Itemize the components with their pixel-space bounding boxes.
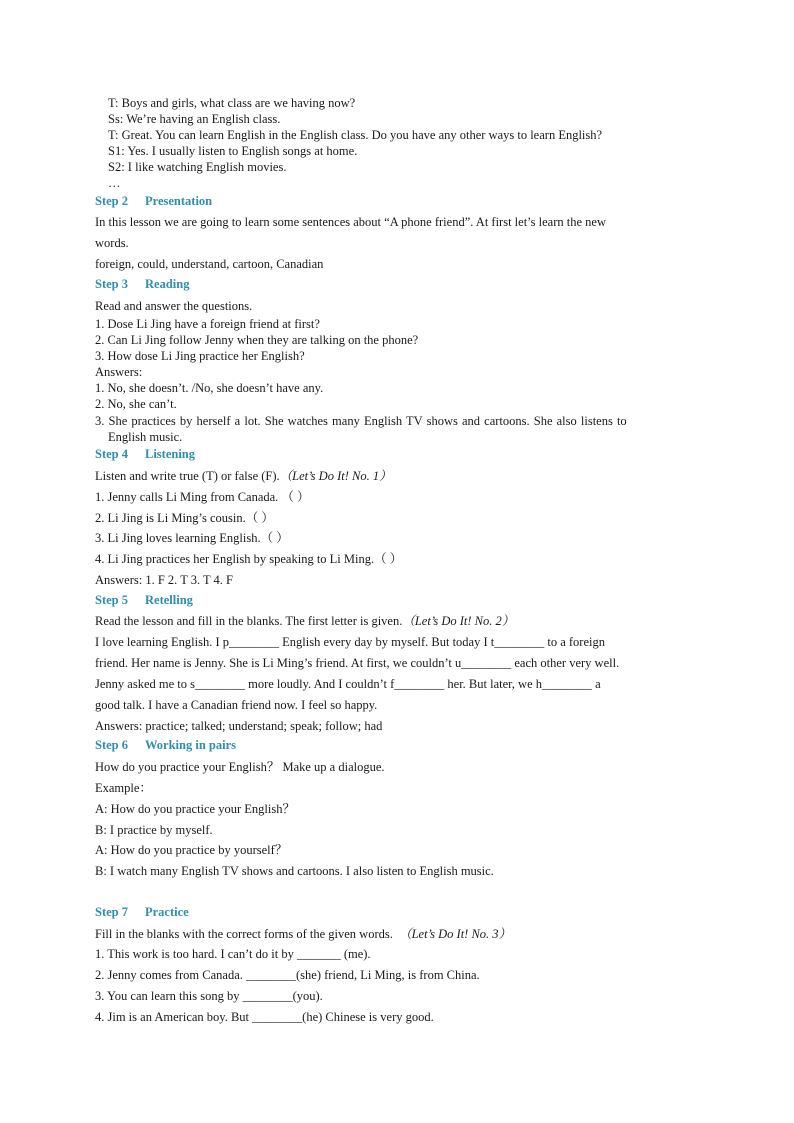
step-7-line: 4. Jim is an American boy. But ________(he) Chinese is very good. <box>95 1010 434 1024</box>
step-2-heading <box>95 194 212 209</box>
step-7-line: 2. Jenny comes from Canada. ________(she) friend, Li Ming, is from China. <box>95 968 480 982</box>
step-3-line: 3. She practices by herself a lot. She watches many English TV shows and cartoons. She also listens to <box>95 414 627 428</box>
step-3-line: Answers: <box>95 365 143 379</box>
step-7-line: 3. You can learn this song by ________(you). <box>95 989 323 1003</box>
step-title: Listening <box>145 447 196 461</box>
step-4-intro-ref: （Let’s Do It! No. 1） <box>279 469 392 483</box>
step-3-line: 1. No, she doesn’t. /No, she doesn’t have any. <box>95 381 324 395</box>
step-7-intro <box>95 927 511 942</box>
step-4-line: 3. Li Jing loves learning English.（ ） <box>95 531 289 545</box>
step-number: Step 7 <box>95 905 128 919</box>
step-4-line: Answers: 1. F 2. T 3. T 4. F <box>95 573 233 587</box>
step-4-line: 1. Jenny calls Li Ming from Canada. （ ） <box>95 490 310 504</box>
step-3-heading <box>95 277 189 292</box>
step-3-line: Read and answer the questions. <box>95 299 253 313</box>
warmup-line: S1: Yes. I usually listen to English songs at home. <box>108 144 358 158</box>
step-number: Step 3 <box>95 277 128 291</box>
step-number: Step 5 <box>95 593 128 607</box>
step-6-line: A: How do you practice by yourself？ <box>95 843 288 857</box>
step-3-line: 1. Dose Li Jing have a foreign friend at first? <box>95 317 320 331</box>
step-5-intro-text: Read the lesson and fill in the blanks. The first letter is given. <box>95 614 403 628</box>
step-6-line: A: How do you practice your English？ <box>95 802 295 816</box>
step-5-intro <box>95 614 514 629</box>
step-number: Step 4 <box>95 447 128 461</box>
step-6-line: How do you practice your English？ Make up a dialogue. <box>95 760 385 774</box>
warmup-line: T: Great. You can learn English in the English class. Do you have any other ways to learn English? <box>108 128 603 142</box>
step-5-heading <box>95 593 193 608</box>
step-3-line: 3. How dose Li Jing practice her English? <box>95 349 305 363</box>
step-5-line: good talk. I have a Canadian friend now. I feel so happy. <box>95 698 378 712</box>
step-4-heading <box>95 447 195 462</box>
step-6-line: B: I practice by myself. <box>95 823 213 837</box>
step-number: Step 2 <box>95 194 128 208</box>
warmup-line: Ss: We’re having an English class. <box>108 112 281 126</box>
step-6-line: Example： <box>95 781 152 795</box>
step-2-line: In this lesson we are going to learn some sentences about “A phone friend”. At first let’s learn the new <box>95 215 606 229</box>
step-3-line: English music. <box>108 430 183 444</box>
step-7-heading <box>95 905 189 920</box>
step-3-line: 2. No, she can’t. <box>95 397 177 411</box>
step-title: Presentation <box>145 194 213 208</box>
step-5-line: Jenny asked me to s________ more loudly. And I couldn’t f________ her. But later, we h________ a <box>95 677 601 691</box>
step-4-intro-text: Listen and write true (T) or false (F). <box>95 469 280 483</box>
step-7-line: 1. This work is too hard. I can’t do it by _______ (me). <box>95 947 371 961</box>
step-4-intro <box>95 469 392 484</box>
step-3-line: 2. Can Li Jing follow Jenny when they are talking on the phone? <box>95 333 419 347</box>
step-2-line: foreign, could, understand, cartoon, Canadian <box>95 257 324 271</box>
step-5-intro-ref: （Let’s Do It! No. 2） <box>402 614 515 628</box>
step-5-line: I love learning English. I p________ English every day by myself. But today I t________ to a foreign <box>95 635 605 649</box>
warmup-line: T: Boys and girls, what class are we having now? <box>108 96 356 110</box>
step-title: Practice <box>145 905 189 919</box>
step-title: Retelling <box>145 593 193 607</box>
step-2-line: words. <box>95 236 129 250</box>
step-4-line: 4. Li Jing practices her English by speaking to Li Ming.（ ） <box>95 552 403 566</box>
step-number: Step 6 <box>95 738 128 752</box>
step-title: Working in pairs <box>145 738 236 752</box>
step-5-line: Answers: practice; talked; understand; speak; follow; had <box>95 719 383 733</box>
warmup-line: … <box>108 176 121 190</box>
step-title: Reading <box>145 277 190 291</box>
step-7-intro-text: Fill in the blanks with the correct forms of the given words. <box>95 927 400 941</box>
step-5-line: friend. Her name is Jenny. She is Li Ming’s friend. At first, we couldn’t u________ each other very well. <box>95 656 620 670</box>
step-6-line: B: I watch many English TV shows and cartoons. I also listen to English music. <box>95 864 494 878</box>
step-4-line: 2. Li Jing is Li Ming’s cousin.（ ） <box>95 511 274 525</box>
step-6-heading <box>95 738 236 753</box>
warmup-line: S2: I like watching English movies. <box>108 160 287 174</box>
step-7-intro-ref: （Let’s Do It! No. 3） <box>399 927 512 941</box>
